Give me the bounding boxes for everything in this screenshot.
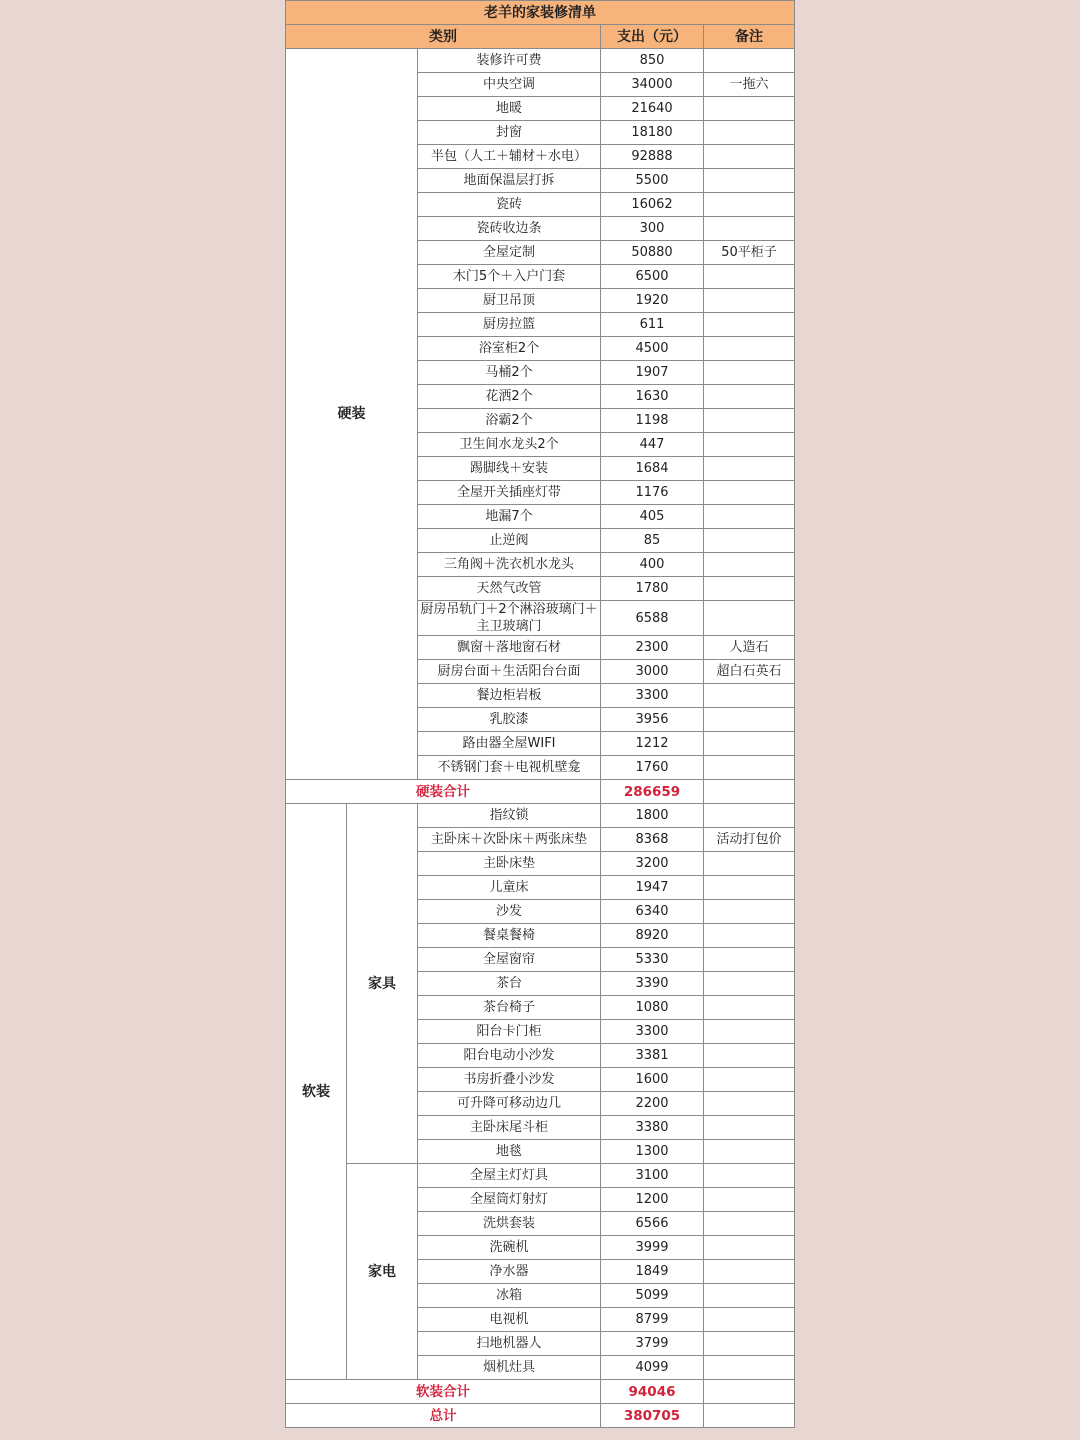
item-amount: 3390 bbox=[601, 972, 704, 996]
item-note bbox=[704, 361, 795, 385]
item-name: 卫生间水龙头2个 bbox=[418, 433, 601, 457]
item-note bbox=[704, 1188, 795, 1212]
item-note bbox=[704, 804, 795, 828]
item-name: 主卧床垫 bbox=[418, 852, 601, 876]
category-soft: 软装 bbox=[286, 804, 347, 1380]
item-note bbox=[704, 1284, 795, 1308]
expense-sheet bbox=[285, 0, 794, 1440]
item-name: 主卧床尾斗柜 bbox=[418, 1116, 601, 1140]
item-name: 马桶2个 bbox=[418, 361, 601, 385]
item-note bbox=[704, 708, 795, 732]
item-note bbox=[704, 265, 795, 289]
item-note bbox=[704, 145, 795, 169]
item-amount: 1760 bbox=[601, 756, 704, 780]
item-note bbox=[704, 289, 795, 313]
item-note bbox=[704, 553, 795, 577]
item-name: 厨卫吊顶 bbox=[418, 289, 601, 313]
item-amount: 8368 bbox=[601, 828, 704, 852]
item-amount: 5500 bbox=[601, 169, 704, 193]
soft-total-row-label: 软装合计 bbox=[286, 1380, 601, 1404]
item-amount: 1198 bbox=[601, 409, 704, 433]
item-note bbox=[704, 1332, 795, 1356]
item-amount: 85 bbox=[601, 529, 704, 553]
item-note bbox=[704, 481, 795, 505]
hard-total-row bbox=[286, 780, 795, 804]
grand-total-row bbox=[286, 1404, 795, 1428]
item-note bbox=[704, 756, 795, 780]
table-row bbox=[286, 49, 795, 73]
item-name: 地暖 bbox=[418, 97, 601, 121]
item-name: 地漏7个 bbox=[418, 505, 601, 529]
item-name: 封窗 bbox=[418, 121, 601, 145]
item-amount: 18180 bbox=[601, 121, 704, 145]
item-note bbox=[704, 996, 795, 1020]
item-name: 止逆阀 bbox=[418, 529, 601, 553]
hard-total-row-label: 硬装合计 bbox=[286, 780, 601, 804]
item-name: 全屋主灯灯具 bbox=[418, 1164, 601, 1188]
item-amount: 1212 bbox=[601, 732, 704, 756]
item-amount: 1907 bbox=[601, 361, 704, 385]
item-note bbox=[704, 433, 795, 457]
item-name: 全屋定制 bbox=[418, 241, 601, 265]
item-note bbox=[704, 972, 795, 996]
item-amount: 5099 bbox=[601, 1284, 704, 1308]
item-note bbox=[704, 1356, 795, 1380]
item-note bbox=[704, 948, 795, 972]
item-amount: 3999 bbox=[601, 1236, 704, 1260]
item-amount: 2200 bbox=[601, 1092, 704, 1116]
item-note bbox=[704, 900, 795, 924]
item-name: 茶台椅子 bbox=[418, 996, 601, 1020]
grand-total-row-value: 380705 bbox=[601, 1404, 704, 1428]
item-note bbox=[704, 684, 795, 708]
soft-total-row-value: 94046 bbox=[601, 1380, 704, 1404]
item-note bbox=[704, 193, 795, 217]
item-name: 餐桌餐椅 bbox=[418, 924, 601, 948]
item-amount: 5330 bbox=[601, 948, 704, 972]
header-category: 类别 bbox=[286, 25, 601, 49]
item-note: 一拖六 bbox=[704, 73, 795, 97]
item-amount: 1684 bbox=[601, 457, 704, 481]
item-name: 全屋筒灯射灯 bbox=[418, 1188, 601, 1212]
item-note bbox=[704, 409, 795, 433]
item-amount: 1920 bbox=[601, 289, 704, 313]
grand-total-row-note bbox=[704, 1404, 795, 1428]
item-amount: 4099 bbox=[601, 1356, 704, 1380]
item-amount: 1947 bbox=[601, 876, 704, 900]
table-body bbox=[286, 49, 795, 1428]
item-name: 花洒2个 bbox=[418, 385, 601, 409]
item-note bbox=[704, 1092, 795, 1116]
item-name: 浴霸2个 bbox=[418, 409, 601, 433]
item-name: 主卧床＋次卧床＋两张床垫 bbox=[418, 828, 601, 852]
item-note bbox=[704, 505, 795, 529]
item-amount: 6500 bbox=[601, 265, 704, 289]
item-amount: 1080 bbox=[601, 996, 704, 1020]
item-name: 天然气改管 bbox=[418, 577, 601, 601]
item-amount: 6340 bbox=[601, 900, 704, 924]
item-name: 茶台 bbox=[418, 972, 601, 996]
hard-total-row-note bbox=[704, 780, 795, 804]
item-note bbox=[704, 924, 795, 948]
item-amount: 34000 bbox=[601, 73, 704, 97]
item-name: 装修许可费 bbox=[418, 49, 601, 73]
item-name: 厨房吊轨门＋2个淋浴玻璃门＋主卫玻璃门 bbox=[418, 601, 601, 636]
item-note bbox=[704, 1260, 795, 1284]
item-note: 超白石英石 bbox=[704, 660, 795, 684]
item-note bbox=[704, 1044, 795, 1068]
item-amount: 1200 bbox=[601, 1188, 704, 1212]
item-note bbox=[704, 1116, 795, 1140]
item-note: 活动打包价 bbox=[704, 828, 795, 852]
item-name: 半包（人工＋辅材＋水电） bbox=[418, 145, 601, 169]
item-name: 全屋窗帘 bbox=[418, 948, 601, 972]
item-amount: 3100 bbox=[601, 1164, 704, 1188]
item-amount: 16062 bbox=[601, 193, 704, 217]
item-name: 三角阀＋洗衣机水龙头 bbox=[418, 553, 601, 577]
item-name: 全屋开关插座灯带 bbox=[418, 481, 601, 505]
item-amount: 1600 bbox=[601, 1068, 704, 1092]
item-note bbox=[704, 1164, 795, 1188]
item-amount: 1800 bbox=[601, 804, 704, 828]
item-name: 木门5个＋入户门套 bbox=[418, 265, 601, 289]
header-expense: 支出（元） bbox=[601, 25, 704, 49]
item-note bbox=[704, 49, 795, 73]
item-name: 中央空调 bbox=[418, 73, 601, 97]
header-note: 备注 bbox=[704, 25, 795, 49]
item-note: 人造石 bbox=[704, 636, 795, 660]
item-name: 厨房拉篮 bbox=[418, 313, 601, 337]
item-name: 飘窗＋落地窗石材 bbox=[418, 636, 601, 660]
item-amount: 405 bbox=[601, 505, 704, 529]
item-amount: 8799 bbox=[601, 1308, 704, 1332]
item-name: 冰箱 bbox=[418, 1284, 601, 1308]
item-note bbox=[704, 121, 795, 145]
item-amount: 3200 bbox=[601, 852, 704, 876]
item-note bbox=[704, 385, 795, 409]
item-amount: 1176 bbox=[601, 481, 704, 505]
item-name: 不锈钢门套＋电视机壁龛 bbox=[418, 756, 601, 780]
item-amount: 6588 bbox=[601, 601, 704, 636]
item-amount: 447 bbox=[601, 433, 704, 457]
item-name: 净水器 bbox=[418, 1260, 601, 1284]
item-name: 地毯 bbox=[418, 1140, 601, 1164]
item-amount: 1630 bbox=[601, 385, 704, 409]
table-row bbox=[286, 804, 795, 828]
item-amount: 300 bbox=[601, 217, 704, 241]
item-name: 浴室柜2个 bbox=[418, 337, 601, 361]
item-note bbox=[704, 169, 795, 193]
item-name: 踢脚线＋安装 bbox=[418, 457, 601, 481]
item-amount: 50880 bbox=[601, 241, 704, 265]
item-note bbox=[704, 1068, 795, 1092]
item-note bbox=[704, 313, 795, 337]
expense-table bbox=[285, 0, 795, 1428]
item-note bbox=[704, 1308, 795, 1332]
item-name: 瓷砖收边条 bbox=[418, 217, 601, 241]
item-amount: 1300 bbox=[601, 1140, 704, 1164]
item-amount: 3300 bbox=[601, 1020, 704, 1044]
soft-total-row bbox=[286, 1380, 795, 1404]
item-note bbox=[704, 1020, 795, 1044]
item-amount: 3381 bbox=[601, 1044, 704, 1068]
item-amount: 1780 bbox=[601, 577, 704, 601]
item-note bbox=[704, 852, 795, 876]
item-amount: 611 bbox=[601, 313, 704, 337]
item-amount: 21640 bbox=[601, 97, 704, 121]
item-note: 50平柜子 bbox=[704, 241, 795, 265]
item-note bbox=[704, 601, 795, 636]
item-amount: 4500 bbox=[601, 337, 704, 361]
item-note bbox=[704, 876, 795, 900]
item-note bbox=[704, 1140, 795, 1164]
item-name: 沙发 bbox=[418, 900, 601, 924]
item-name: 儿童床 bbox=[418, 876, 601, 900]
item-name: 烟机灶具 bbox=[418, 1356, 601, 1380]
item-amount: 3000 bbox=[601, 660, 704, 684]
item-amount: 3956 bbox=[601, 708, 704, 732]
table-title: 老羊的家装修清单 bbox=[286, 1, 795, 25]
item-amount: 3799 bbox=[601, 1332, 704, 1356]
item-note bbox=[704, 732, 795, 756]
item-name: 书房折叠小沙发 bbox=[418, 1068, 601, 1092]
item-name: 阳台电动小沙发 bbox=[418, 1044, 601, 1068]
soft-total-row-note bbox=[704, 1380, 795, 1404]
item-name: 餐边柜岩板 bbox=[418, 684, 601, 708]
hard-total-row-value: 286659 bbox=[601, 780, 704, 804]
item-name: 指纹锁 bbox=[418, 804, 601, 828]
item-note bbox=[704, 97, 795, 121]
item-amount: 8920 bbox=[601, 924, 704, 948]
item-note bbox=[704, 337, 795, 361]
item-name: 扫地机器人 bbox=[418, 1332, 601, 1356]
item-name: 洗烘套装 bbox=[418, 1212, 601, 1236]
item-note bbox=[704, 217, 795, 241]
item-name: 乳胶漆 bbox=[418, 708, 601, 732]
item-amount: 92888 bbox=[601, 145, 704, 169]
item-note bbox=[704, 529, 795, 553]
item-note bbox=[704, 577, 795, 601]
category-hard: 硬装 bbox=[286, 49, 418, 780]
item-amount: 3380 bbox=[601, 1116, 704, 1140]
item-name: 地面保温层打拆 bbox=[418, 169, 601, 193]
item-name: 可升降可移动边几 bbox=[418, 1092, 601, 1116]
item-amount: 400 bbox=[601, 553, 704, 577]
subcategory-appliances: 家电 bbox=[347, 1164, 418, 1380]
item-name: 洗碗机 bbox=[418, 1236, 601, 1260]
item-amount: 3300 bbox=[601, 684, 704, 708]
subcategory-furniture: 家具 bbox=[347, 804, 418, 1164]
item-note bbox=[704, 1212, 795, 1236]
item-name: 电视机 bbox=[418, 1308, 601, 1332]
item-amount: 850 bbox=[601, 49, 704, 73]
grand-total-row-label: 总计 bbox=[286, 1404, 601, 1428]
item-name: 厨房台面＋生活阳台台面 bbox=[418, 660, 601, 684]
item-note bbox=[704, 457, 795, 481]
item-amount: 6566 bbox=[601, 1212, 704, 1236]
item-note bbox=[704, 1236, 795, 1260]
item-name: 瓷砖 bbox=[418, 193, 601, 217]
item-amount: 2300 bbox=[601, 636, 704, 660]
item-name: 阳台卡门柜 bbox=[418, 1020, 601, 1044]
item-amount: 1849 bbox=[601, 1260, 704, 1284]
item-name: 路由器全屋WIFI bbox=[418, 732, 601, 756]
table-row bbox=[286, 1164, 795, 1188]
